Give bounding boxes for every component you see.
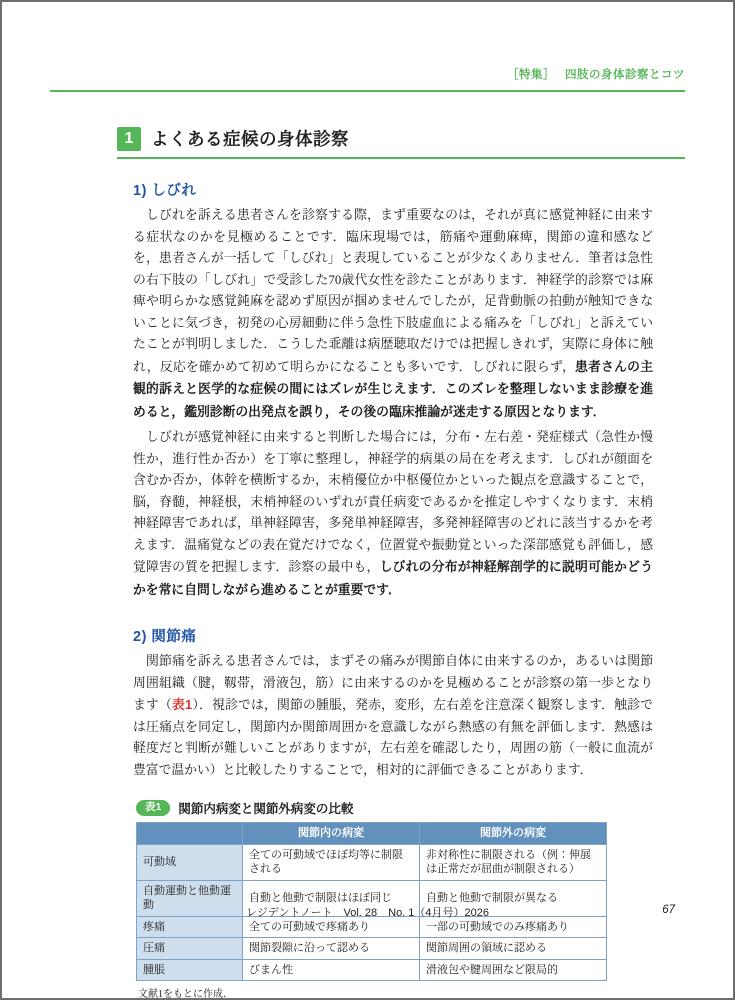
cell-intra: 全ての可動域でほぼ均等に制限される [243, 844, 420, 880]
table-row [137, 844, 607, 880]
table-caption [136, 799, 685, 817]
cell-extra: 関節周囲の領域に認める [420, 938, 607, 960]
subsection-heading-shibire: 1) しびれ [133, 183, 197, 199]
paragraph-1-emphasis: 患者さんの主観的訴えと医学的な症候の間にはズレが生じえます．このズレを整理しないまま診療を進めると，鑑別診断の出発点を誤り，その後の臨床推論が迷走する原因となります． [133, 358, 654, 419]
column-header-extra: 関節外の病変 [420, 823, 607, 845]
feature-tag: ［特集］ [507, 69, 555, 81]
page-footer [50, 904, 685, 920]
table-title: 関節内病変と関節外病変の比較 [178, 802, 354, 816]
cell-intra: 関節裂隙に沿って認める [243, 938, 420, 960]
cell-extra: 非対称性に制限される（例：伸展は正常だが屈曲が制限される） [420, 844, 607, 880]
paragraph-2-emphasis: しびれの分布が神経解剖学的に説明可能かどうかを常に自問しながら進めることが重要です． [133, 559, 653, 597]
header-rule [50, 90, 685, 92]
table-header-row [137, 823, 607, 845]
paragraph-3 [133, 651, 653, 781]
cell-intra: びまん性 [243, 959, 420, 981]
column-header-intra: 関節内の病変 [243, 823, 420, 845]
table-row [137, 938, 607, 960]
paragraph-2 [133, 427, 653, 601]
running-head [50, 66, 685, 82]
table-row [137, 959, 607, 981]
corner-cell [137, 823, 243, 845]
cell-extra: 自動と他動で制限が異なる [420, 880, 607, 916]
row-label: 可動域 [137, 844, 243, 880]
comparison-table [136, 822, 607, 981]
paragraph-3-text-a: 関節痛を訴える患者さんでは，まずその痛みが関節自体に由来するのか，あるいは関節周囲組織（腱，靱帯，滑液包，筋）に由来するのかを見極めることが診察の第一歩となります（ [133, 654, 654, 712]
subsection-heading-kansetsutsu: 2) 関節痛 [133, 629, 197, 645]
paragraph-1-text: しびれを訴える患者さんを診察する際，まず重要なのは，それが真に感覚神経に由来する症状なのかを見極めることです．臨床現場では，筋痛や運動麻痺，関節の違和感などを，患者さんが一括して「しびれ」と表現していることが少なくありません．筆者は急性の右下肢の「しびれ」で受診した70歳代女性を診たことがあります．神経学的診察では麻痺や明らかな感覚鈍麻を認めず原因が掴めませんでしたが，足背動脈の拍動が触知できないことに気づき，初発の心房細動に伴う急性下肢虚血による痛みを「しびれ」と訴えていたことが判明しました．こうした乖離は病歴聴取だけでは把握しきれず，実際に身体に触れ，反応を確かめて初めて明らかになることも多いです．しびれに限らず， [133, 208, 653, 374]
section-title: よくある症候の身体診察 [151, 129, 349, 149]
row-label: 疼痛 [137, 916, 243, 938]
page-number: 67 [662, 904, 675, 916]
table-badge: 表1 [136, 800, 170, 816]
cell-intra: 全ての可動域で疼痛あり [243, 916, 420, 938]
row-label: 自動運動と他動運動 [137, 880, 243, 916]
paragraph-3-text-b: ）．視診では，関節の腫脹，発赤，変形，左右差を注意深く観察します．触診では圧痛点を同定し，関節内か関節周囲かを意識しながら熱感の有無を評価します．熱感は軽度だと判断が難しいことがありますが，左右差を確認したり，周囲の筋（一般に血流が豊富で温かい）と比較したりすることで，相対的に評価できることがあります． [133, 698, 653, 777]
cell-intra: 自動と他動で制限はほぼ同じ [243, 880, 420, 916]
table-footnote: 文献1をもとに作成． [138, 989, 233, 1000]
section-number-badge: 1 [117, 127, 141, 151]
cell-extra: 滑液包や腱周囲など限局的 [420, 959, 607, 981]
paragraph-2-text: しびれが感覚神経に由来すると判断した場合には，分布・左右差・発症様式（急性か慢性か，進行性か否か）を丁寧に整理し，神経学的病巣の局在を考えます．しびれが顔面を含むか否か，体幹を横断するか，末梢優位か中枢優位かといった観点を意識することで，脳，脊髄，神経根，末梢神経のいずれが責任病変であるかを推定しやすくなります．末梢神経障害であれば，単神経障害，多発単神経障害，多発神経障害のどれに該当するかを考えます．温痛覚などの表在覚だけでなく，位置覚や振動覚といった深部感覚も評価し，感覚障害の質を把握します．診察の最中も， [133, 430, 653, 574]
paragraph-1 [133, 205, 653, 423]
row-label: 圧痛 [137, 938, 243, 960]
feature-title: 四肢の身体診察とコツ [565, 69, 685, 81]
section-heading [117, 126, 685, 159]
table-reference: 表1 [172, 697, 193, 712]
cell-extra: 一部の可動域でのみ疼痛あり [420, 916, 607, 938]
row-label: 腫脹 [137, 959, 243, 981]
journal-info: レジデントノート Vol. 28 No. 1（4月号）2026 [245, 907, 490, 919]
